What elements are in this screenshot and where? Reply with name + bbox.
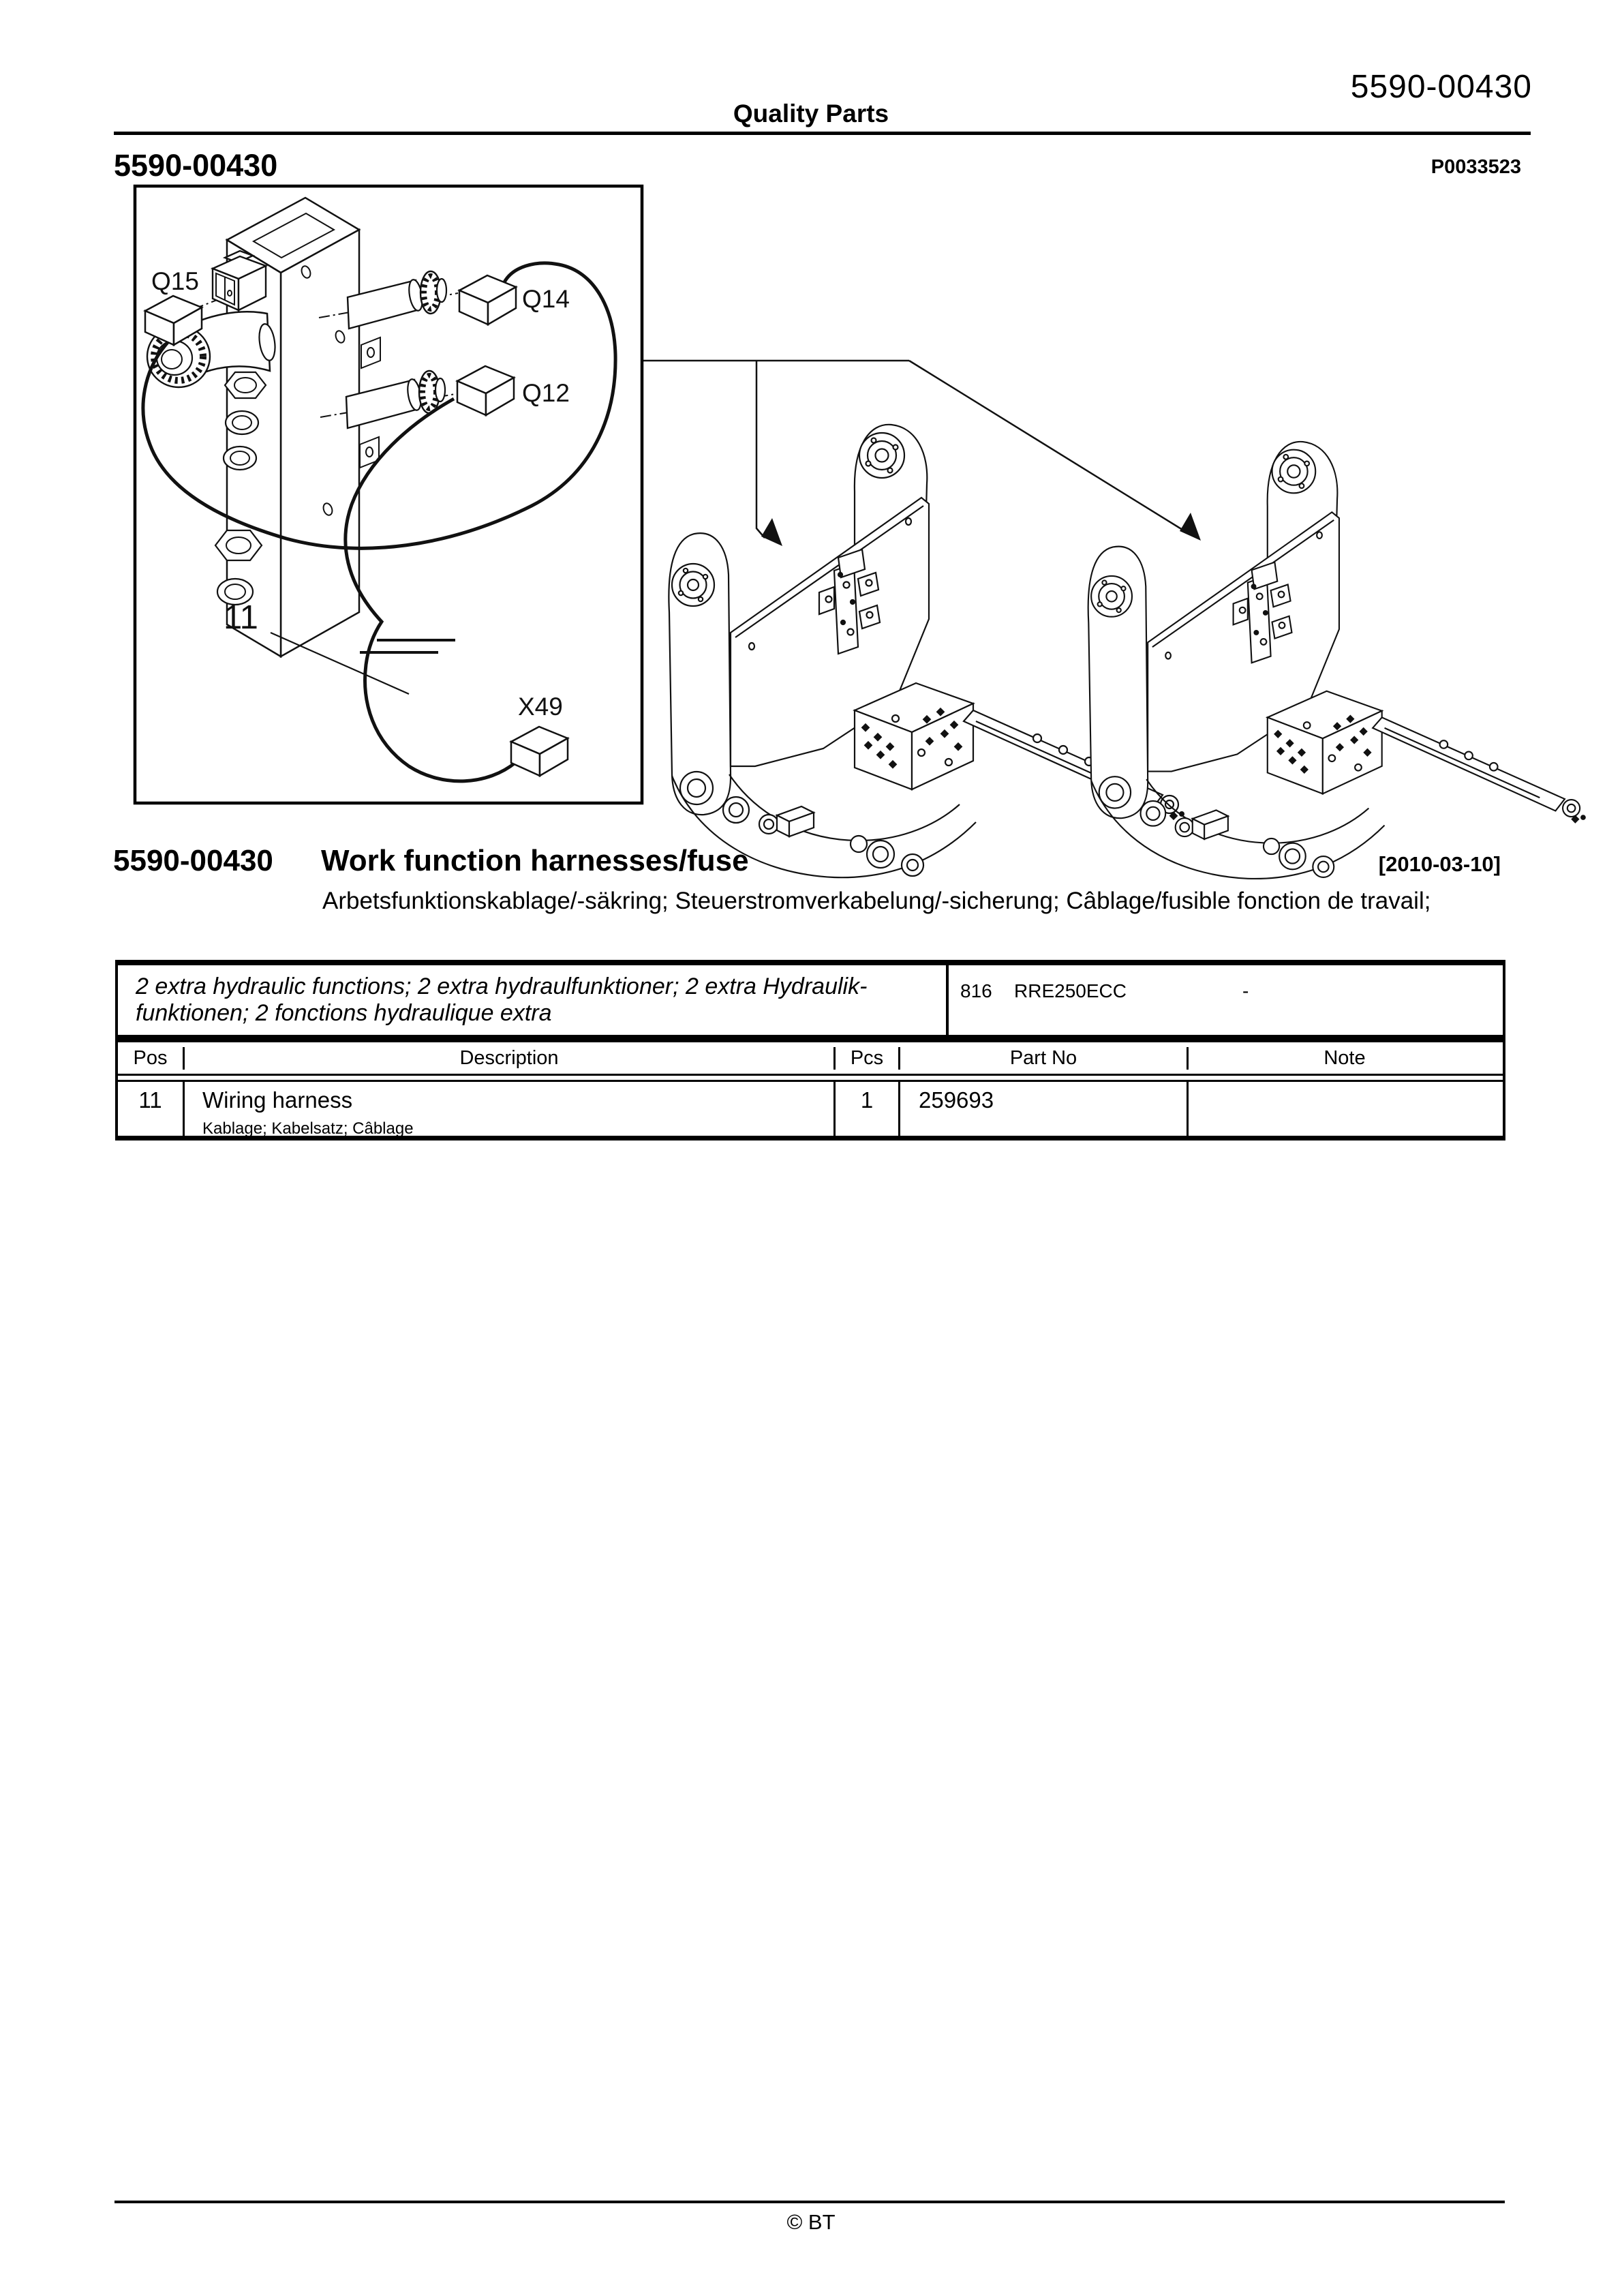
cell-description [183,1082,833,1136]
cell-part-no: 259693 [898,1082,1187,1136]
parts-table-header [115,1038,1505,1074]
footer-rule [114,2201,1505,2203]
label-x49: X49 [518,693,563,721]
carriage-illustration-2 [1088,442,1586,879]
label-q15: Q15 [151,267,199,295]
description-main: Wiring harness [202,1087,353,1113]
cell-note [1187,1082,1501,1136]
col-header-description: Description [183,1047,833,1070]
section-subtitle: Arbetsfunktionskablage/-säkring; Steuerstromverkabelung/-sicherung; Câblage/fusible fonction de travail; [322,888,1431,914]
criteria-code: 816 [960,980,992,1001]
arrowhead-icon [761,518,782,546]
section-title: Work function harnesses/fuse [321,844,749,877]
criteria-description: 2 extra hydraulic functions; 2 extra hydraulfunktioner; 2 extra Hydraulik-funktionen; 2 fonctions hydraulique extra [136,973,868,1027]
arrowhead-icon [1180,513,1201,541]
col-header-pcs: Pcs [833,1047,898,1070]
criteria-model: RRE250ECC [1014,980,1127,1001]
criteria-divider [946,965,949,1035]
col-header-note: Note [1187,1047,1501,1070]
label-q14: Q14 [522,285,570,313]
valve-block-diagram [135,186,642,803]
header-separator [115,1074,1505,1082]
section-revision-date: [2010-03-10] [1378,852,1501,876]
col-header-pos: Pos [133,1046,168,1069]
parts-table [115,1038,1505,1141]
label-q12: Q12 [522,379,570,407]
criteria-box [115,960,1505,1038]
label-pos-11: 11 [224,599,258,636]
cell-pcs: 1 [833,1082,898,1136]
header-doc-number: 5590-00430 [1350,69,1532,105]
description-translations: Kablage; Kabelsatz; Câblage [202,1119,414,1138]
section-number-top: 5590-00430 [114,148,278,183]
figure-reference: P0033523 [1430,156,1521,178]
criteria-variant: - [1242,980,1249,1001]
cell-pos: 11 [138,1087,162,1113]
table-row [115,1082,1505,1141]
section-number: 5590-00430 [113,844,273,877]
col-header-part-no: Part No [898,1047,1187,1070]
footer-copyright: © BT [786,2210,836,2234]
header-title: Quality Parts [733,100,889,127]
parts-diagram [0,0,1622,941]
